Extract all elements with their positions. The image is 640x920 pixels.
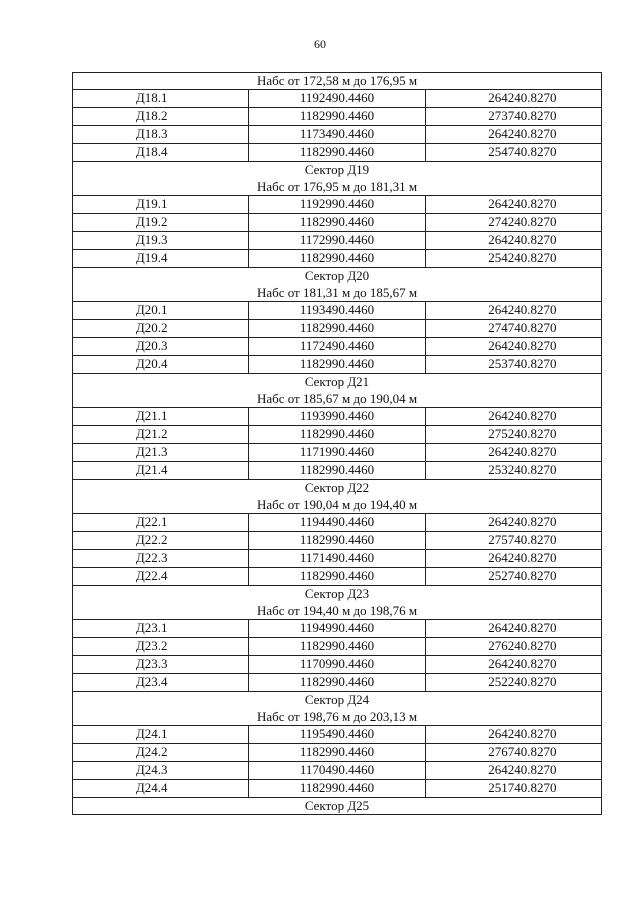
point-id-cell: Д21.3 xyxy=(73,444,249,462)
table-row xyxy=(73,514,602,532)
x-coordinate-cell: 1171490.4460 xyxy=(249,550,425,568)
x-coordinate-cell: 1182990.4460 xyxy=(249,144,425,162)
point-id-cell: Д19.2 xyxy=(73,214,249,232)
x-coordinate-cell: 1182990.4460 xyxy=(249,744,425,762)
height-range: Набс от 194,40 м до 198,76 м xyxy=(256,603,418,618)
table-row xyxy=(73,462,602,480)
sector-title: Сектор Д23 xyxy=(304,586,370,601)
x-coordinate-cell: 1170990.4460 xyxy=(249,656,425,674)
y-coordinate-cell: 264240.8270 xyxy=(425,514,601,532)
table-row xyxy=(73,656,602,674)
y-coordinate-cell: 274240.8270 xyxy=(425,214,601,232)
y-coordinate-cell: 264240.8270 xyxy=(425,126,601,144)
x-coordinate-cell: 1182990.4460 xyxy=(249,108,425,126)
table-row xyxy=(73,232,602,250)
sector-header-cell xyxy=(73,73,602,90)
point-id-cell: Д24.3 xyxy=(73,762,249,780)
table-row xyxy=(73,726,602,744)
table-row xyxy=(73,762,602,780)
table-row xyxy=(73,550,602,568)
table-row xyxy=(73,320,602,338)
point-id-cell: Д24.1 xyxy=(73,726,249,744)
height-range: Набс от 190,04 м до 194,40 м xyxy=(256,497,418,512)
table-row xyxy=(73,126,602,144)
point-id-cell: Д18.2 xyxy=(73,108,249,126)
point-id-cell: Д19.1 xyxy=(73,196,249,214)
y-coordinate-cell: 254240.8270 xyxy=(425,250,601,268)
height-range: Набс от 198,76 м до 203,13 м xyxy=(256,709,418,724)
y-coordinate-cell: 273740.8270 xyxy=(425,108,601,126)
point-id-cell: Д21.1 xyxy=(73,408,249,426)
height-range: Набс от 172,58 м до 176,95 м xyxy=(256,73,418,88)
point-id-cell: Д22.3 xyxy=(73,550,249,568)
sector-header-row xyxy=(73,268,602,302)
y-coordinate-cell: 252740.8270 xyxy=(425,568,601,586)
sector-header-cell xyxy=(73,586,602,620)
point-id-cell: Д21.2 xyxy=(73,426,249,444)
y-coordinate-cell: 264240.8270 xyxy=(425,550,601,568)
x-coordinate-cell: 1182990.4460 xyxy=(249,568,425,586)
x-coordinate-cell: 1170490.4460 xyxy=(249,762,425,780)
y-coordinate-cell: 264240.8270 xyxy=(425,338,601,356)
y-coordinate-cell: 264240.8270 xyxy=(425,444,601,462)
x-coordinate-cell: 1182990.4460 xyxy=(249,780,425,798)
x-coordinate-cell: 1194490.4460 xyxy=(249,514,425,532)
y-coordinate-cell: 264240.8270 xyxy=(425,656,601,674)
table-body xyxy=(73,73,602,815)
x-coordinate-cell: 1171990.4460 xyxy=(249,444,425,462)
table-row xyxy=(73,302,602,320)
table-row xyxy=(73,408,602,426)
sector-header-cell xyxy=(73,374,602,408)
point-id-cell: Д24.2 xyxy=(73,744,249,762)
table-row xyxy=(73,568,602,586)
x-coordinate-cell: 1172490.4460 xyxy=(249,338,425,356)
sector-header-cell xyxy=(73,268,602,302)
table-row xyxy=(73,620,602,638)
point-id-cell: Д20.3 xyxy=(73,338,249,356)
table-row xyxy=(73,144,602,162)
height-range: Набс от 181,31 м до 185,67 м xyxy=(256,285,418,300)
table-row xyxy=(73,108,602,126)
coordinates-table xyxy=(72,72,602,815)
x-coordinate-cell: 1195490.4460 xyxy=(249,726,425,744)
y-coordinate-cell: 276240.8270 xyxy=(425,638,601,656)
x-coordinate-cell: 1173490.4460 xyxy=(249,126,425,144)
sector-title: Сектор Д21 xyxy=(304,374,370,389)
y-coordinate-cell: 275740.8270 xyxy=(425,532,601,550)
height-range: Набс от 185,67 м до 190,04 м xyxy=(256,391,418,406)
point-id-cell: Д22.2 xyxy=(73,532,249,550)
table-row xyxy=(73,214,602,232)
y-coordinate-cell: 264240.8270 xyxy=(425,762,601,780)
x-coordinate-cell: 1182990.4460 xyxy=(249,320,425,338)
point-id-cell: Д20.4 xyxy=(73,356,249,374)
point-id-cell: Д18.3 xyxy=(73,126,249,144)
y-coordinate-cell: 253240.8270 xyxy=(425,462,601,480)
x-coordinate-cell: 1193490.4460 xyxy=(249,302,425,320)
y-coordinate-cell: 264240.8270 xyxy=(425,408,601,426)
table-row xyxy=(73,196,602,214)
table-row xyxy=(73,744,602,762)
x-coordinate-cell: 1182990.4460 xyxy=(249,214,425,232)
table-row xyxy=(73,674,602,692)
y-coordinate-cell: 264240.8270 xyxy=(425,302,601,320)
point-id-cell: Д18.1 xyxy=(73,90,249,108)
sector-header-row xyxy=(73,586,602,620)
point-id-cell: Д19.3 xyxy=(73,232,249,250)
point-id-cell: Д23.3 xyxy=(73,656,249,674)
x-coordinate-cell: 1182990.4460 xyxy=(249,462,425,480)
point-id-cell: Д19.4 xyxy=(73,250,249,268)
x-coordinate-cell: 1182990.4460 xyxy=(249,532,425,550)
point-id-cell: Д20.1 xyxy=(73,302,249,320)
y-coordinate-cell: 253740.8270 xyxy=(425,356,601,374)
sector-header-cell xyxy=(73,798,602,815)
x-coordinate-cell: 1192990.4460 xyxy=(249,196,425,214)
sector-header-row xyxy=(73,692,602,726)
y-coordinate-cell: 264240.8270 xyxy=(425,232,601,250)
table-row xyxy=(73,90,602,108)
sector-title: Сектор Д20 xyxy=(304,268,370,283)
height-range: Набс от 176,95 м до 181,31 м xyxy=(256,179,418,194)
sector-header-row xyxy=(73,73,602,90)
x-coordinate-cell: 1182990.4460 xyxy=(249,250,425,268)
y-coordinate-cell: 276740.8270 xyxy=(425,744,601,762)
sector-title: Сектор Д24 xyxy=(304,692,370,707)
point-id-cell: Д23.1 xyxy=(73,620,249,638)
point-id-cell: Д18.4 xyxy=(73,144,249,162)
x-coordinate-cell: 1182990.4460 xyxy=(249,356,425,374)
sector-header-cell xyxy=(73,692,602,726)
table-row xyxy=(73,638,602,656)
point-id-cell: Д22.4 xyxy=(73,568,249,586)
page-number: 60 xyxy=(314,37,326,51)
x-coordinate-cell: 1182990.4460 xyxy=(249,426,425,444)
y-coordinate-cell: 264240.8270 xyxy=(425,196,601,214)
y-coordinate-cell: 252240.8270 xyxy=(425,674,601,692)
table-row xyxy=(73,532,602,550)
table-row xyxy=(73,338,602,356)
table-row xyxy=(73,426,602,444)
table-row xyxy=(73,780,602,798)
y-coordinate-cell: 254740.8270 xyxy=(425,144,601,162)
x-coordinate-cell: 1193990.4460 xyxy=(249,408,425,426)
sector-header-row xyxy=(73,480,602,514)
sector-header-row xyxy=(73,162,602,196)
x-coordinate-cell: 1182990.4460 xyxy=(249,674,425,692)
table-row xyxy=(73,444,602,462)
y-coordinate-cell: 275240.8270 xyxy=(425,426,601,444)
x-coordinate-cell: 1172990.4460 xyxy=(249,232,425,250)
sector-header-row xyxy=(73,374,602,408)
point-id-cell: Д21.4 xyxy=(73,462,249,480)
sector-header-cell xyxy=(73,480,602,514)
table-row xyxy=(73,356,602,374)
point-id-cell: Д24.4 xyxy=(73,780,249,798)
x-coordinate-cell: 1192490.4460 xyxy=(249,90,425,108)
point-id-cell: Д20.2 xyxy=(73,320,249,338)
sector-title: Сектор Д19 xyxy=(304,162,370,177)
x-coordinate-cell: 1194990.4460 xyxy=(249,620,425,638)
point-id-cell: Д22.1 xyxy=(73,514,249,532)
sector-title: Сектор Д25 xyxy=(304,798,370,813)
point-id-cell: Д23.2 xyxy=(73,638,249,656)
table-row xyxy=(73,250,602,268)
y-coordinate-cell: 274740.8270 xyxy=(425,320,601,338)
point-id-cell: Д23.4 xyxy=(73,674,249,692)
sector-title: Сектор Д22 xyxy=(304,480,370,495)
y-coordinate-cell: 264240.8270 xyxy=(425,90,601,108)
y-coordinate-cell: 264240.8270 xyxy=(425,726,601,744)
sector-header-row xyxy=(73,798,602,815)
y-coordinate-cell: 251740.8270 xyxy=(425,780,601,798)
x-coordinate-cell: 1182990.4460 xyxy=(249,638,425,656)
y-coordinate-cell: 264240.8270 xyxy=(425,620,601,638)
sector-header-cell xyxy=(73,162,602,196)
